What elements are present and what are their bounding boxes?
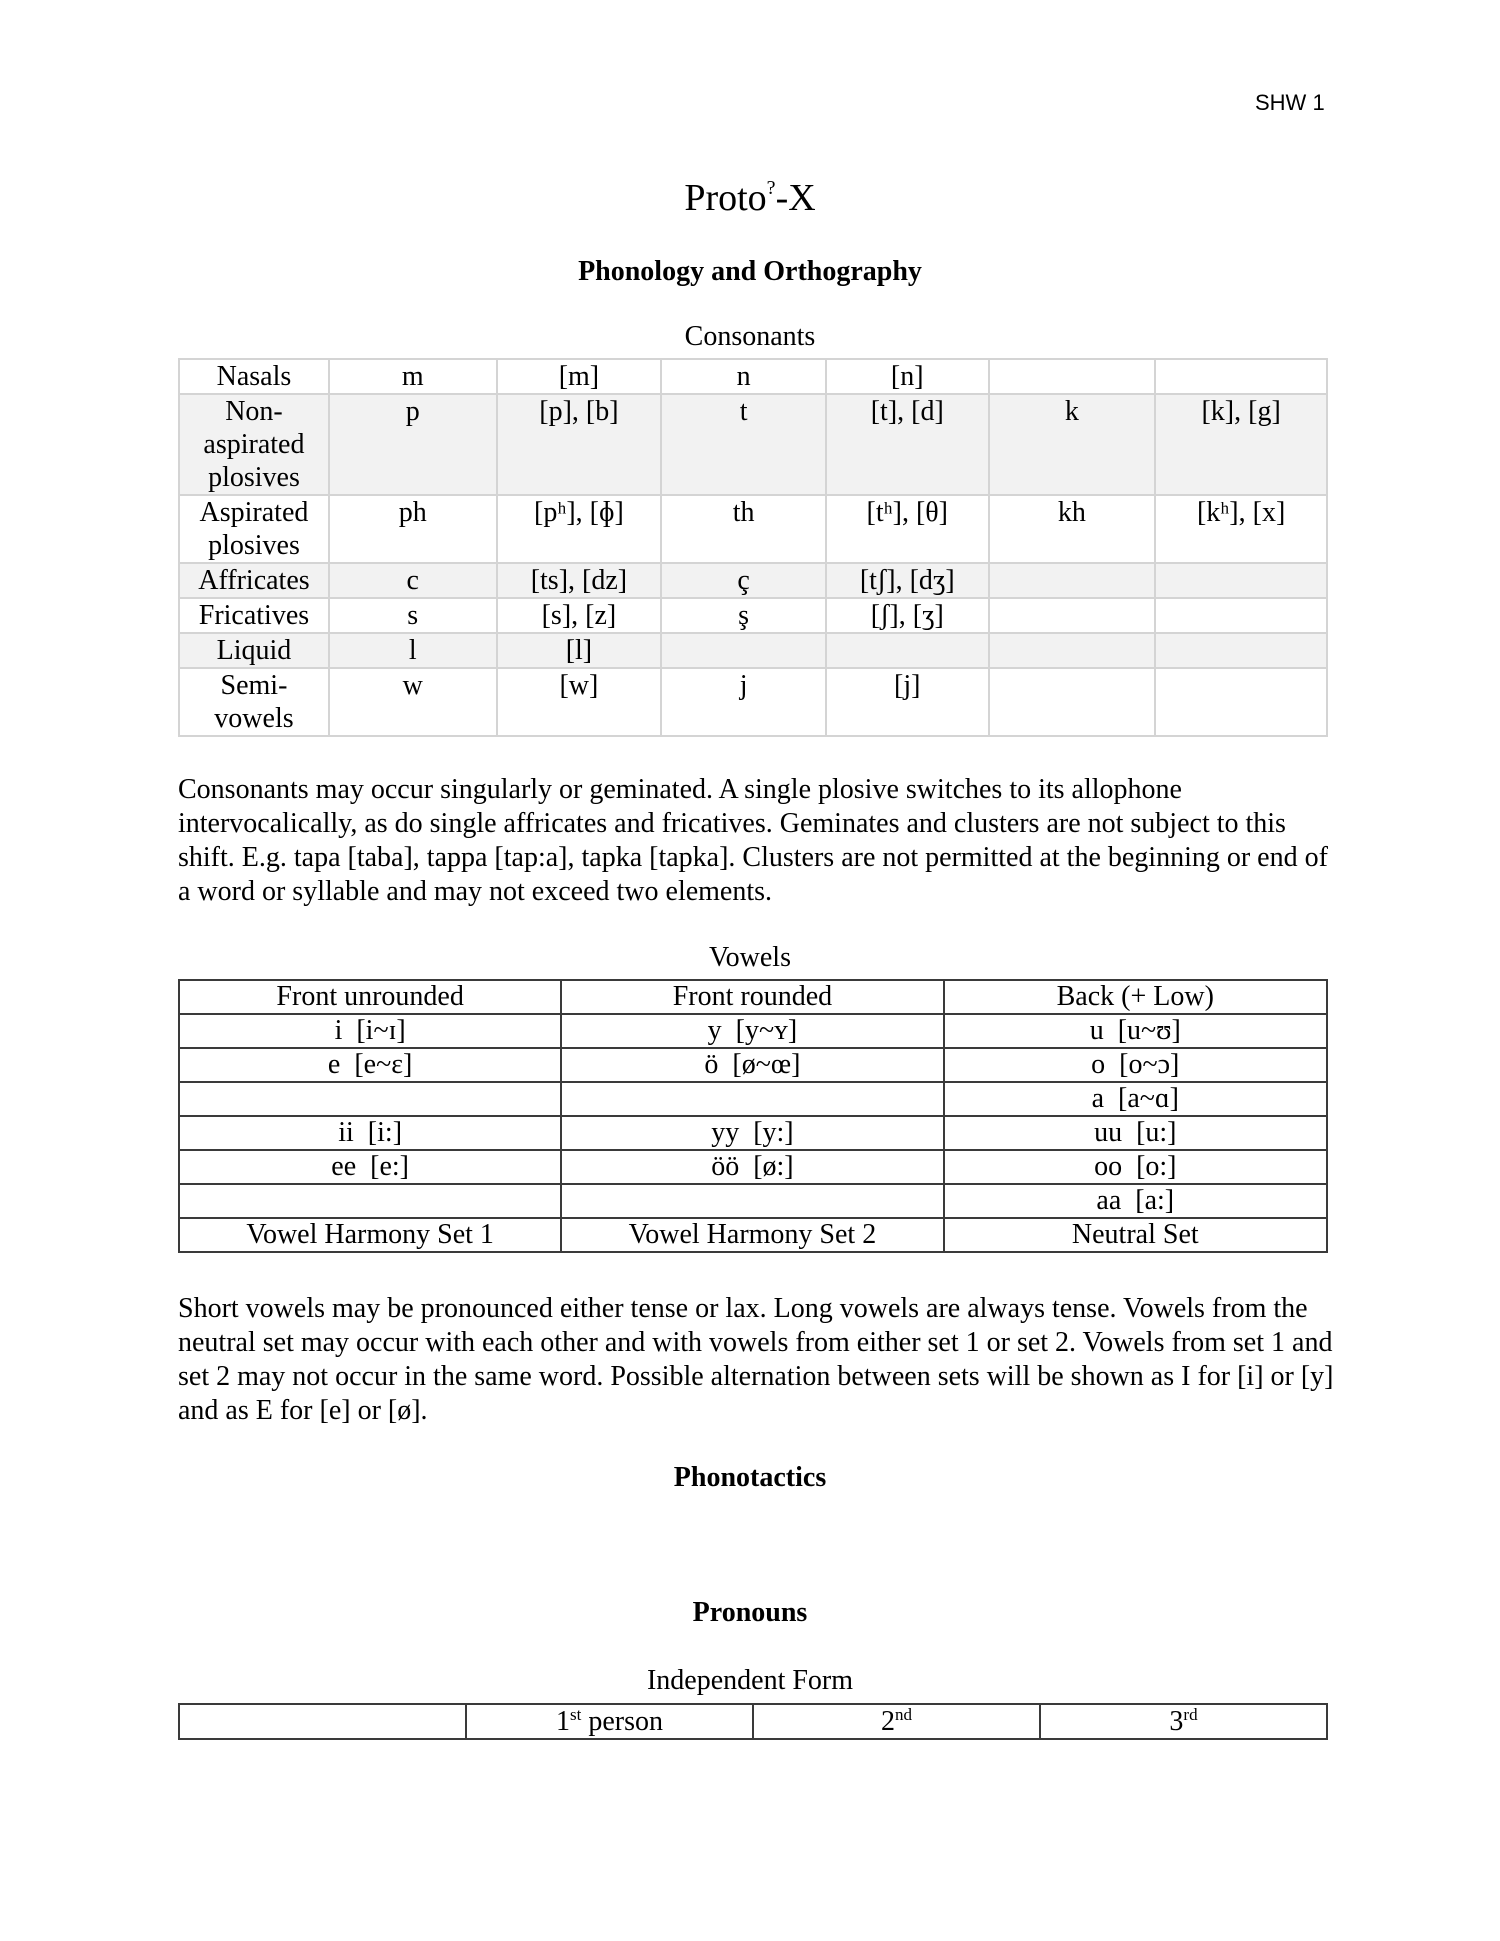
vowel-row [179,1082,1327,1116]
consonant-row [179,633,1327,668]
vowel-note-paragraph: Short vowels may be pronounced either tense or lax. Long vowels are always tense. Vowels from the neutral set may occur with each other and with vowels from either set 1 or set 2. Vowels from set 1 and set 2 may not occur in the same word. Possible alternation between sets will be shown as I for [i] or [y] and as E for [e] or [ø]. [178,1293,1334,1426]
vowel-cell: ö [ø~œ] [561,1048,943,1082]
title-text: Proto [684,177,767,219]
consonant-cell: [ts], [dz] [497,563,662,598]
consonant-row [179,359,1327,394]
vowels-caption: Vowels [709,942,791,973]
vowel-cell: ii [i:] [179,1116,561,1150]
consonant-cell: w [329,668,497,736]
consonant-cell: j [661,668,826,736]
consonant-cell: s [329,598,497,633]
pronoun-column-header [179,1704,466,1739]
ordinal-number: 1 [556,1706,570,1737]
consonant-row-label: Semi-vowels [179,668,329,736]
vowel-row [179,1014,1327,1048]
section-heading-pronouns: Pronouns [692,1597,808,1628]
consonant-row [179,668,1327,736]
consonant-row-label: Nasals [179,359,329,394]
pronoun-column-header [1040,1704,1327,1739]
consonant-cell: [p], [b] [497,394,662,495]
consonant-cell [1155,359,1327,394]
consonant-row-label: Aspirated plosives [179,495,329,563]
consonant-row [179,563,1327,598]
vowel-set-label: Vowel Harmony Set 2 [561,1218,943,1252]
consonant-cell: p [329,394,497,495]
consonant-cell [826,633,989,668]
vowel-cell: uu [u:] [944,1116,1327,1150]
vowel-cell [561,1184,943,1218]
consonant-cell [989,598,1156,633]
vowel-cell: öö [ø:] [561,1150,943,1184]
consonant-row [179,495,1327,563]
consonant-cell [989,633,1156,668]
vowel-column-header: Back (+ Low) [944,980,1327,1014]
consonant-row [179,394,1327,495]
title-suffix: -X [775,177,816,219]
consonant-cell: [m] [497,359,662,394]
consonant-cell: [j] [826,668,989,736]
consonants-caption: Consonants [684,321,816,352]
consonant-cell [1155,563,1327,598]
ordinal-number: 3 [1169,1706,1184,1737]
vowel-row [179,1150,1327,1184]
ordinal-number: 2 [881,1706,895,1737]
consonant-cell: [w] [497,668,662,736]
vowel-cell: y [y~ʏ] [561,1014,943,1048]
consonant-cell: [tʃ], [dʒ] [826,563,989,598]
vowel-set-label: Neutral Set [944,1218,1327,1252]
consonant-cell [1155,668,1327,736]
vowel-cell: o [o~ɔ] [944,1048,1327,1082]
page-header-label: SHW 1 [1255,90,1325,115]
vowel-cell: i [i~ɪ] [179,1014,561,1048]
vowel-row [179,1116,1327,1150]
consonant-cell: n [661,359,826,394]
consonant-cell: [tʰ], [θ] [826,495,989,563]
pronouns-caption: Independent Form [646,1665,854,1696]
consonant-cell: c [329,563,497,598]
consonant-cell: [kʰ], [x] [1155,495,1327,563]
vowel-cell: aa [a:] [944,1184,1327,1218]
consonant-cell: [t], [d] [826,394,989,495]
consonant-cell: t [661,394,826,495]
consonant-cell: ş [661,598,826,633]
vowel-cell [179,1184,561,1218]
vowels-table [178,979,1328,1253]
vowel-set-label: Vowel Harmony Set 1 [179,1218,561,1252]
vowels-header-row [179,980,1327,1014]
vowel-cell: ee [e:] [179,1150,561,1184]
pronouns-table [178,1703,1328,1740]
consonant-row-label: Non-aspirated plosives [179,394,329,495]
title-superscript: ? [766,177,776,199]
consonant-cell: [ʃ], [ʒ] [826,598,989,633]
consonant-row-label: Liquid [179,633,329,668]
vowel-cell [179,1082,561,1116]
vowel-cell [561,1082,943,1116]
consonant-cell [989,359,1156,394]
vowel-column-header: Front unrounded [179,980,561,1014]
vowel-cell: u [u~ʊ] [944,1014,1327,1048]
vowel-cell: a [a~ɑ] [944,1082,1327,1116]
consonant-cell [989,668,1156,736]
header-rest: person [581,1706,663,1737]
ordinal-suffix: rd [1183,1705,1198,1724]
document-title [0,176,1500,220]
vowel-row [179,1184,1327,1218]
consonant-cell: [l] [497,633,662,668]
vowel-cell: e [e~ɛ] [179,1048,561,1082]
consonant-cell: [s], [z] [497,598,662,633]
pronouns-header-row [179,1704,1327,1739]
ordinal-suffix: nd [895,1705,912,1724]
section-heading-phonology: Phonology and Orthography [578,256,922,287]
consonant-cell [661,633,826,668]
consonant-cell: ç [661,563,826,598]
consonant-row-label: Affricates [179,563,329,598]
vowels-footer-row [179,1218,1327,1252]
consonant-cell: l [329,633,497,668]
pronoun-column-header [466,1704,753,1739]
consonant-cell: [pʰ], [ɸ] [497,495,662,563]
pronoun-column-header [753,1704,1040,1739]
consonant-cell: th [661,495,826,563]
consonant-cell: kh [989,495,1156,563]
consonant-cell [1155,633,1327,668]
vowel-cell: oo [o:] [944,1150,1327,1184]
consonant-cell [1155,598,1327,633]
vowel-cell: yy [y:] [561,1116,943,1150]
consonant-note-paragraph: Consonants may occur singularly or geminated. A single plosive switches to its allophone intervocalically, as do single affricates and fricatives. Geminates and clusters are not subject to this shift. E.g. tapa [taba], tappa [tap:a], tapka [tapka]. Clusters are not permitted at the beginning or end of a word or syllable and may not exceed two elements. [178,774,1328,907]
consonant-row [179,598,1327,633]
consonant-cell [989,563,1156,598]
consonant-cell: k [989,394,1156,495]
ordinal-suffix: st [570,1705,582,1724]
consonant-cell: [n] [826,359,989,394]
section-heading-phonotactics: Phonotactics [673,1462,827,1493]
consonant-cell: ph [329,495,497,563]
consonant-cell: [k], [g] [1155,394,1327,495]
consonants-table [178,358,1328,737]
consonant-cell: m [329,359,497,394]
consonant-row-label: Fricatives [179,598,329,633]
vowel-row [179,1048,1327,1082]
vowel-column-header: Front rounded [561,980,943,1014]
